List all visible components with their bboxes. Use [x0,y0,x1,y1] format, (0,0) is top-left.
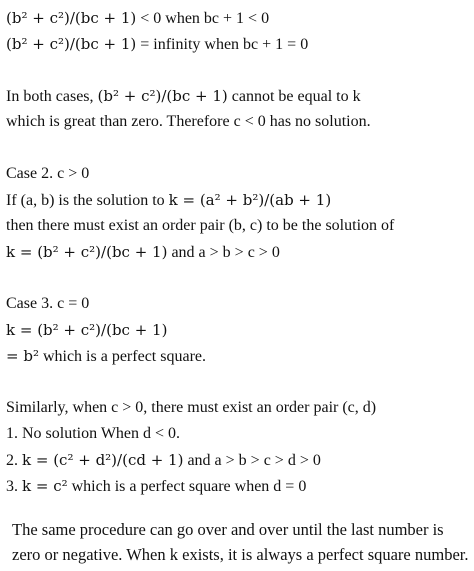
math-expression: k = (c² + d²)/(cd + 1) [22,451,184,469]
line-text: which is a perfect square. [38,348,206,365]
line-text: which is a perfect square when d = 0 [67,478,307,495]
line-3 [6,86,361,107]
math-expression: (b² + c²)/(bc + 1) [6,35,137,53]
line-prefix: 3. [6,478,22,495]
line-8 [6,242,280,263]
line-1 [6,8,269,29]
line-text: and a > b > c > 0 [167,244,280,261]
line-text: cannot be equal to k [227,88,361,105]
line-11 [6,346,206,367]
line-text: 1. No solution When d < 0. [6,425,181,442]
line-text: and a > b > c > d > 0 [183,452,321,469]
math-expression: k = (b² + c²)/(bc + 1) [6,321,168,339]
conclusion-line-1 [12,520,444,540]
line-12 [6,398,376,418]
math-expression: k = (a² + b²)/(ab + 1) [168,191,332,209]
math-expression: (b² + c²)/(bc + 1) [97,87,228,105]
line-6 [6,190,331,211]
line-text: then there must exist an order pair (b, c) to be the solution of [6,217,395,234]
conclusion-line-2 [12,545,469,565]
line-text: = infinity when bc + 1 = 0 [136,36,309,53]
line-text: The same procedure can go over and over until the last number is [12,520,444,539]
line-text: Case 3. c = 0 [6,295,90,312]
math-expression: = b² [6,347,39,365]
math-expression: k = (b² + c²)/(bc + 1) [6,243,168,261]
line-15 [6,476,306,497]
line-9 [6,294,89,314]
line-14 [6,450,321,471]
math-expression: k = c² [22,477,68,495]
line-text: zero or negative. When k exists, it is always a perfect square number. [12,545,469,564]
line-prefix: 2. [6,452,22,469]
line-10 [6,320,167,341]
line-13 [6,424,180,444]
line-7 [6,216,394,236]
line-4 [6,112,371,132]
math-expression: (b² + c²)/(bc + 1) [6,9,137,27]
line-prefix: In both cases, [6,88,98,105]
line-text: which is great than zero. Therefore c < 0 has no solution. [6,113,371,130]
line-2 [6,34,308,55]
line-text: < 0 when bc + 1 < 0 [136,10,270,27]
line-5 [6,164,89,184]
line-text: Similarly, when c > 0, there must exist an order pair (c, d) [6,399,377,416]
line-text: Case 2. c > 0 [6,165,90,182]
line-prefix: If (a, b) is the solution to [6,192,169,209]
